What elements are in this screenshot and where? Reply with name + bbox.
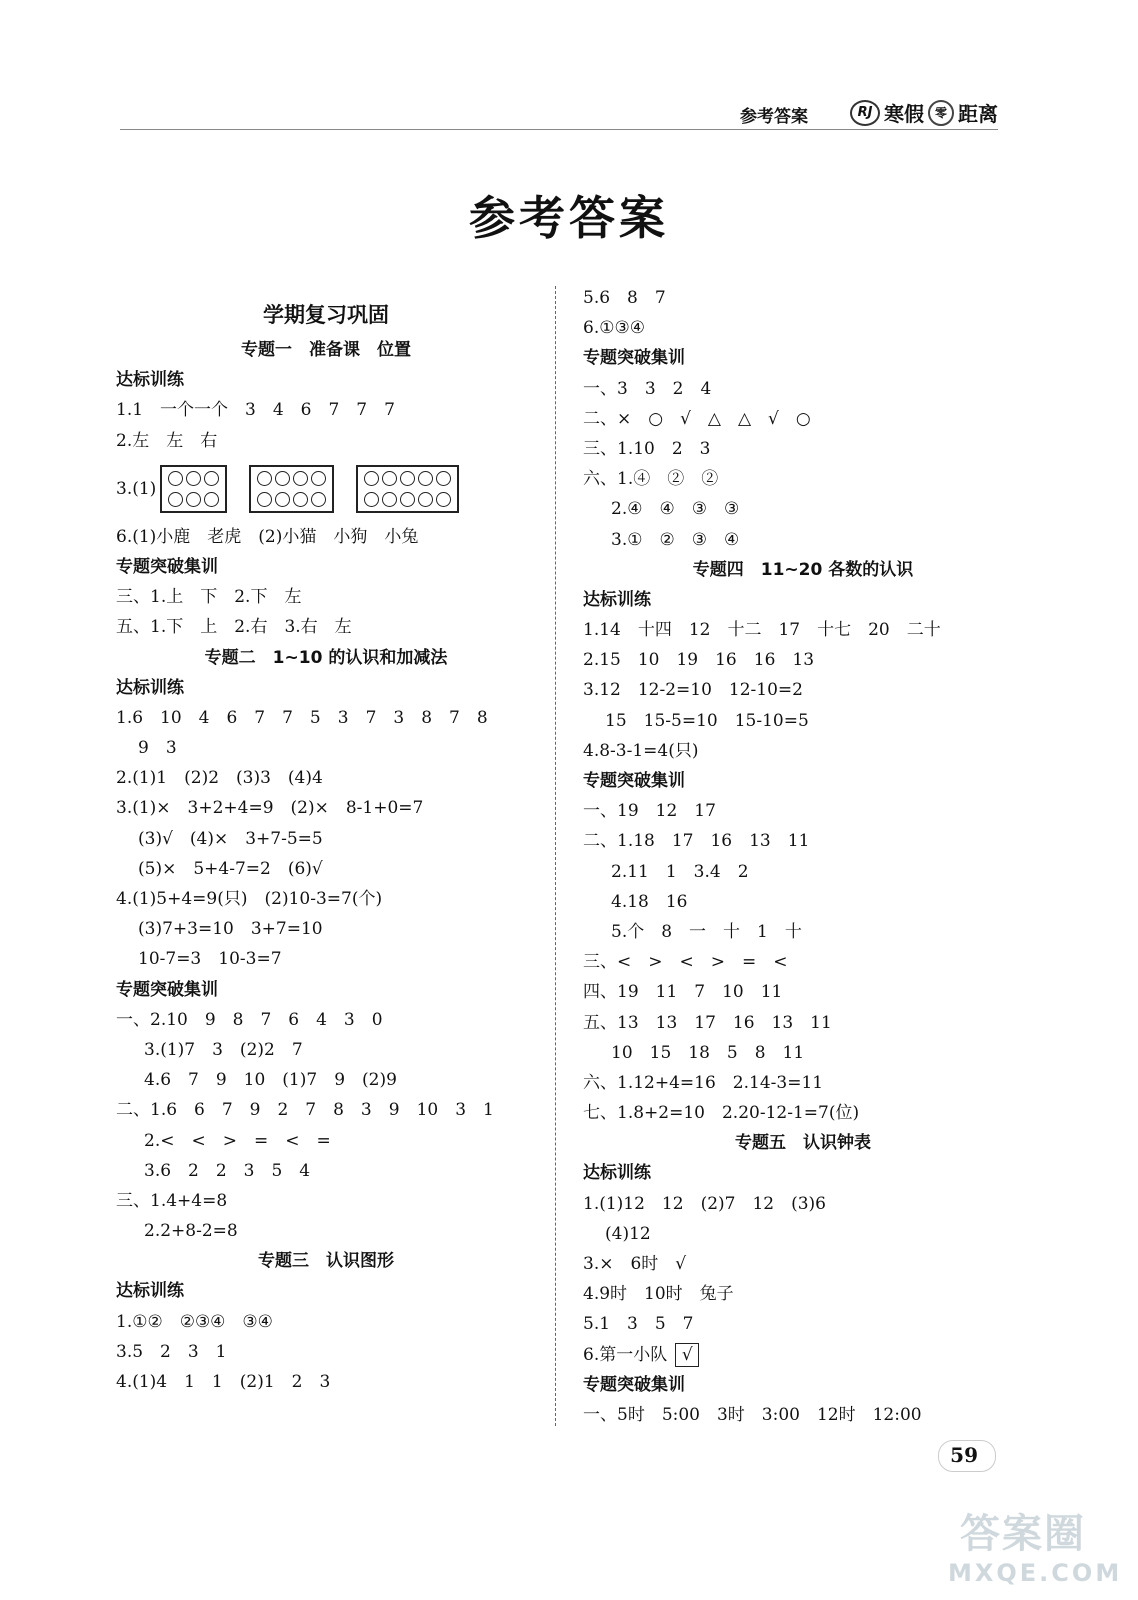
answer-line	[583, 796, 1023, 826]
circle-shape	[168, 471, 183, 486]
circle-shape	[364, 471, 379, 486]
answer-text: 三、< > < > = <	[583, 952, 788, 973]
answer-text: 达标训练	[116, 677, 184, 698]
answer-text: 达标训练	[116, 370, 184, 391]
answer-text: 3.× 6时 √	[583, 1254, 687, 1274]
circle-box	[249, 465, 334, 513]
answer-line	[583, 947, 1023, 977]
answer-text: 四、19 11 7 10 11	[583, 982, 783, 1003]
answer-text: 达标训练	[116, 1281, 184, 1302]
circle-shape	[400, 492, 415, 507]
answer-text: 4.9时 10时 兔子	[583, 1284, 734, 1305]
answer-line	[583, 1340, 1023, 1370]
answer-text: (4)12	[605, 1223, 651, 1244]
answer-text: 2.< < > = < =	[144, 1130, 331, 1151]
rj-badge: RJ	[850, 100, 880, 126]
answer-text: 6.①③④	[583, 318, 645, 339]
circle-shape	[364, 492, 379, 507]
answer-text: 3.5 2 3 1	[116, 1341, 227, 1362]
answer-text: 2.左 左 右	[116, 430, 218, 451]
circle-shape	[275, 471, 290, 486]
answer-line	[583, 404, 1023, 434]
answer-text: 2.2+8-2=8	[144, 1221, 238, 1242]
answer-line	[116, 884, 536, 914]
answer-line	[583, 374, 1023, 404]
answer-text: (3)7+3=10 3+7=10	[138, 919, 323, 940]
circle-shape	[204, 471, 219, 486]
answer-line	[116, 1005, 536, 1035]
answer-text: 五、1.下 上 2.右 3.右 左	[116, 617, 352, 638]
answer-line	[583, 1038, 1023, 1068]
answer-text: 1.(1)12 12 (2)7 12 (3)6	[583, 1193, 826, 1214]
answer-line	[116, 824, 536, 854]
section-heading	[116, 552, 536, 582]
watermark-line1: 答案圈	[960, 1511, 1086, 1557]
topic-heading	[116, 335, 536, 365]
circle-shape	[257, 492, 272, 507]
answer-line	[116, 1156, 536, 1186]
answer-text: 专题突破集训	[116, 556, 218, 577]
answer-text: (3)√ (4)× 3+7-5=5	[138, 828, 323, 849]
answer-line	[583, 525, 1023, 555]
answer-line	[116, 395, 536, 425]
answer-text: 专题三 认识图形	[258, 1251, 394, 1272]
answer-text: 10 15 18 5 8 11	[611, 1042, 805, 1063]
circle-shape	[400, 471, 415, 486]
answer-line	[116, 944, 536, 974]
answer-text: 一、19 12 17	[583, 801, 716, 822]
answer-text: 4.(1)4 1 1 (2)1 2 3	[116, 1372, 331, 1392]
answer-line	[116, 914, 536, 944]
answer-text: 三、1.上 下 2.下 左	[116, 587, 302, 608]
circle-box	[356, 465, 459, 513]
answer-text: 专题突破集训	[116, 979, 218, 1000]
answer-line	[116, 1307, 536, 1337]
answer-text: 4.18 16	[611, 891, 688, 912]
circle-shape	[204, 492, 219, 507]
answer-text: 2.15 10 19 16 16 13	[583, 650, 815, 671]
answer-text: 6.第一小队	[583, 1344, 668, 1365]
circle-shape	[257, 471, 272, 486]
answer-line	[583, 434, 1023, 464]
answer-text: 1.1 一个一个 3 4 6 7 7 7	[116, 400, 395, 421]
answer-text: 2.11 1 3.4 2	[611, 861, 749, 882]
answer-text: 专题一 准备课 位置	[241, 340, 411, 360]
watermark	[948, 1502, 1123, 1588]
answer-line	[116, 703, 536, 733]
answer-line	[583, 1008, 1023, 1038]
answer-text: 5.6 8 7	[583, 288, 666, 308]
answer-text: 七、1.8+2=10 2.20-12-1=7(位)	[583, 1103, 860, 1124]
answer-text: 专题突破集训	[583, 348, 685, 369]
circle-shape	[293, 471, 308, 486]
watermark-line2: MXQE.COM	[948, 1559, 1123, 1587]
answer-line	[116, 763, 536, 793]
topic-heading	[583, 555, 1023, 585]
circle-shape	[311, 471, 326, 486]
answer-text: 专题五 认识钟表	[735, 1133, 871, 1154]
answer-line	[116, 456, 536, 522]
answer-text: 5.个 8 一 十 1 十	[611, 921, 802, 942]
answer-text: 达标训练	[583, 589, 651, 610]
answer-line	[583, 1249, 1023, 1279]
topic-heading	[116, 1246, 536, 1276]
answer-line	[116, 854, 536, 884]
section-heading	[583, 1370, 1023, 1400]
circle-shape	[186, 471, 201, 486]
check-mark-box: √	[675, 1343, 699, 1367]
answer-line	[116, 1035, 536, 1065]
answer-text: 1.①② ②③④ ③④	[116, 1311, 273, 1332]
answer-line	[583, 283, 1023, 313]
answer-text: 5.1 3 5 7	[583, 1314, 694, 1335]
answer-text: 3.(1)7 3 (2)2 7	[144, 1039, 303, 1060]
answer-text: 三、1.4+4=8	[116, 1190, 228, 1211]
answer-text: 4.6 7 9 10 (1)7 9 (2)9	[144, 1070, 397, 1091]
section-heading	[116, 975, 536, 1005]
answer-line	[583, 826, 1023, 856]
answer-text: 4.8-3-1=4(只)	[583, 740, 699, 761]
answer-text: 6.(1)小鹿 老虎 (2)小猫 小狗 小兔	[116, 526, 419, 547]
answer-text: 一、2.10 9 8 7 6 4 3 0	[116, 1009, 383, 1030]
section-heading	[116, 1276, 536, 1306]
answer-line	[116, 793, 536, 823]
answer-text: 达标训练	[583, 1163, 651, 1184]
answer-text: 15 15-5=10 15-10=5	[605, 710, 809, 731]
answer-line	[116, 426, 536, 456]
section-heading	[583, 343, 1023, 373]
answer-line	[583, 313, 1023, 343]
circle-shape	[418, 471, 433, 486]
column-divider	[555, 286, 556, 1426]
answer-line	[583, 464, 1023, 494]
answer-text: 4.(1)5+4=9(只) (2)10-3=7(个)	[116, 889, 383, 909]
answer-text: 9 3	[138, 738, 177, 759]
answer-text: 六、1.12+4=16 2.14-3=11	[583, 1072, 824, 1093]
answer-line	[583, 1400, 1023, 1430]
answer-line	[583, 1068, 1023, 1098]
answer-line	[583, 887, 1023, 917]
answer-text: 一、3 3 2 4	[583, 378, 712, 399]
answer-text: 二、× ○ √ △ △ √ ○	[583, 408, 811, 429]
page-title: 参考答案	[469, 191, 669, 245]
answer-text: 1.14 十四 12 十二 17 十七 20 二十	[583, 620, 941, 641]
circle-shape	[436, 492, 451, 507]
answer-text: 2.(1)1 (2)2 (3)3 (4)4	[116, 768, 323, 789]
answer-text: 专题二 1~10 的认识和加减法	[204, 647, 448, 668]
answer-line	[583, 645, 1023, 675]
answer-text: 10-7=3 10-3=7	[138, 949, 282, 970]
circle-shape	[436, 471, 451, 486]
answer-line	[116, 1337, 536, 1367]
circle-box	[160, 465, 227, 513]
answer-line	[116, 582, 536, 612]
answer-text: 五、13 13 17 16 13 11	[583, 1012, 832, 1033]
answer-text: 3.12 12-2=10 12-10=2	[583, 680, 803, 701]
answer-text: (5)× 5+4-7=2 (6)√	[138, 858, 323, 879]
answer-text: 专题突破集训	[583, 771, 685, 791]
answer-line	[583, 494, 1023, 524]
answer-line	[583, 675, 1023, 705]
answer-line	[583, 1189, 1023, 1219]
answer-text: 2.④ ④ ③ ③	[611, 499, 740, 520]
answer-text: 1.6 10 4 6 7 7 5 3 7 3 8 7 8	[116, 707, 488, 728]
answer-line	[116, 1126, 536, 1156]
circle-shape	[382, 471, 397, 486]
answer-text: 专题突破集训	[583, 1374, 685, 1395]
answer-line	[583, 1098, 1023, 1128]
answer-text: 一、5时 5:00 3时 3:00 12时 12:00	[583, 1404, 922, 1425]
page-header	[120, 96, 998, 130]
part-heading	[116, 283, 536, 335]
answer-text: 二、1.6 6 7 9 2 7 8 3 9 10 3 1	[116, 1100, 494, 1121]
answer-text: 六、1.④ ② ②	[583, 469, 719, 490]
circle-shape	[168, 492, 183, 507]
answer-line	[116, 1216, 536, 1246]
section-heading	[583, 1158, 1023, 1188]
answer-text: 3.① ② ③ ④	[611, 529, 740, 550]
answer-line	[583, 977, 1023, 1007]
answer-line	[116, 1367, 536, 1397]
circle-shape	[186, 492, 201, 507]
topic-heading	[583, 1128, 1023, 1158]
answer-line	[116, 522, 536, 552]
circle-shape	[293, 492, 308, 507]
answer-line	[116, 1095, 536, 1125]
answer-text: 3.(1)× 3+2+4=9 (2)× 8-1+0=7	[116, 798, 424, 819]
answer-line	[116, 1186, 536, 1216]
header-label: 参考答案	[740, 107, 808, 127]
brand-text-b: 距离	[958, 102, 998, 126]
answer-text: 专题四 11~20 各数的认识	[692, 559, 914, 580]
header-rule	[120, 129, 998, 130]
answer-line	[583, 1279, 1023, 1309]
answer-line	[583, 857, 1023, 887]
section-heading	[116, 673, 536, 703]
page-number: 59	[950, 1443, 978, 1467]
brand-text-a: 寒假	[884, 102, 924, 126]
answer-line	[583, 615, 1023, 645]
circle-shape	[382, 492, 397, 507]
answer-line	[583, 736, 1023, 766]
circle-shape	[311, 492, 326, 507]
answer-line	[583, 1309, 1023, 1339]
answer-line	[583, 706, 1023, 736]
answer-text: 三、1.10 2 3	[583, 438, 711, 459]
left-column	[116, 283, 536, 1397]
right-column	[583, 283, 1023, 1430]
brand-ring-icon: 零	[928, 100, 954, 126]
section-heading	[116, 365, 536, 395]
answer-line	[583, 1219, 1023, 1249]
answer-line	[116, 612, 536, 642]
answer-text: 3.6 2 2 3 5 4	[144, 1160, 311, 1181]
answer-line	[583, 917, 1023, 947]
answer-text: 学期复习巩固	[263, 302, 389, 327]
answer-line	[116, 1065, 536, 1095]
section-heading	[583, 585, 1023, 615]
answer-line	[116, 733, 536, 763]
topic-heading	[116, 643, 536, 673]
answer-text: 二、1.18 17 16 13 11	[583, 831, 810, 852]
section-heading	[583, 766, 1023, 796]
answer-text: 3.(1)	[116, 478, 157, 499]
brand-logo	[850, 98, 998, 127]
circle-shape	[275, 492, 290, 507]
circle-shape	[418, 492, 433, 507]
